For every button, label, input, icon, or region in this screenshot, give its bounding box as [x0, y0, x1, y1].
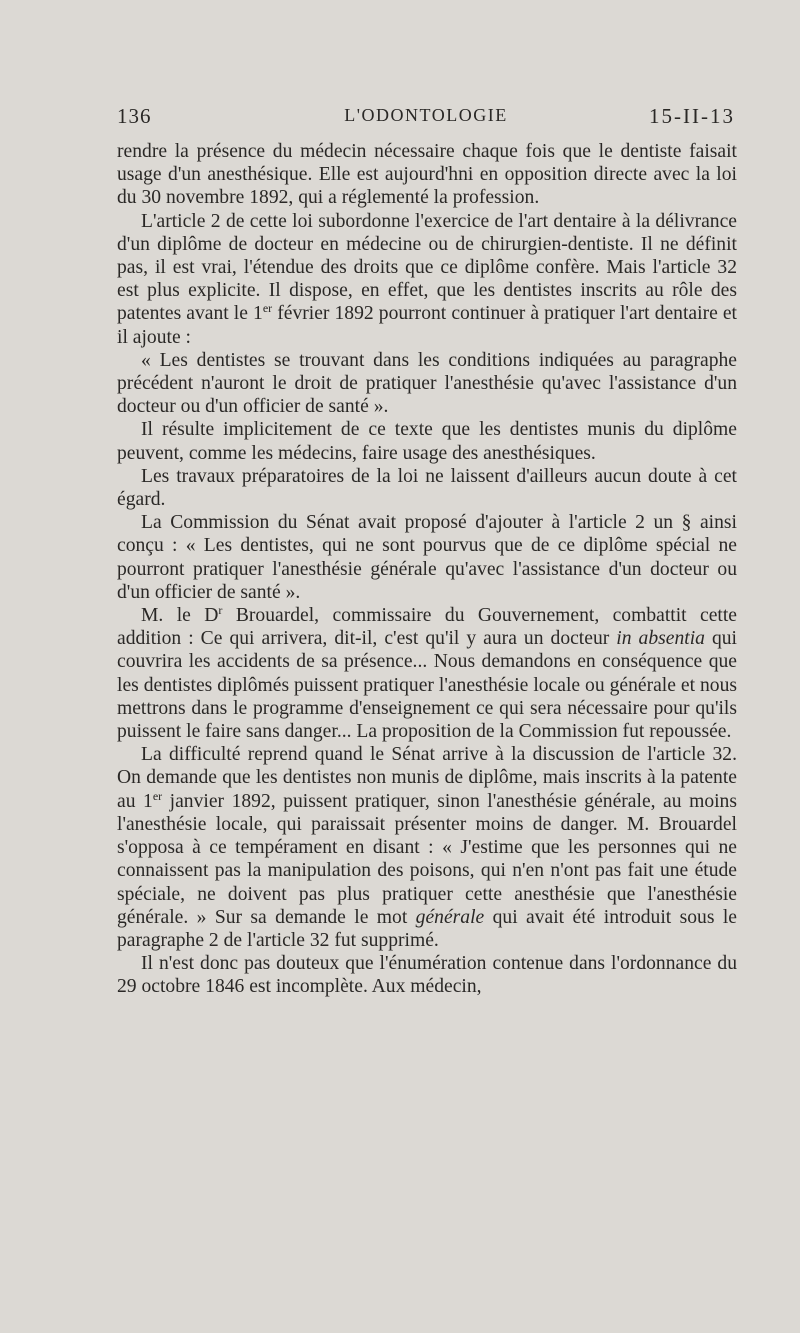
paragraph-8: La difficulté reprend quand le Sénat arrive à la discussion de l'article 32. On demande que les dentistes non munis de diplôme, mais inscrits à la patente au 1er janvier 1892, puissent pratiquer, sinon l'anesthésie générale, au moins l'anesthésie locale, qui paraissait présenter moins de danger. M. Brouardel s'opposa à ce tempérament en disant : « J'estime que les personnes qui ne connaissent pas la manipulation des poisons, qui n'en n'ont pas fait une étude spéciale, ne doivent pas plus pratiquer cette anesthésie que l'anesthésie générale. » Sur sa demande le mot générale qui avait été introduit sous le paragraphe 2 de l'article 32 fut supprimé.: [117, 744, 737, 951]
superscript-r: r: [218, 603, 223, 618]
page-body: [117, 140, 737, 999]
paragraph-9: Il n'est donc pas douteux que l'énumération contenue dans l'ordonnance du 29 octobre 1846 est incomplète. Aux médecin,: [117, 953, 737, 998]
paragraph-1: rendre la présence du médecin nécessaire chaque fois que le dentiste faisait usage d'un anesthésique. Elle est aujourd'hni en opposition directe avec la loi du 30 novembre 1892, qui a réglementé la profession.: [117, 141, 737, 209]
running-header: [117, 104, 735, 134]
paragraph-2: L'article 2 de cette loi subordonne l'exercice de l'art dentaire à la délivrance d'un diplôme de docteur en médecine ou de chirurgien-dentiste. Il ne définit pas, il est vrai, l'étendue des droits que ce diplôme confère. Mais l'article 32 est plus explicite. Il dispose, en effet, que les dentistes inscrits au rôle des patentes avant le 1er février 1892 pourront continuer à pratiquer l'art dentaire et il ajoute :: [117, 210, 738, 348]
italic-latin-phrase: in absentia: [616, 628, 705, 650]
superscript-er: er: [152, 788, 163, 803]
paragraph-6: La Commission du Sénat avait proposé d'ajouter à l'article 2 un § ainsi conçu : « Les dentistes, qui ne sont pourvus que de ce diplôme spécial ne pourront pratiquer l'anesthésie générale qu'avec l'assistance d'un docteur ou d'un officier de santé ».: [117, 512, 737, 603]
paragraph-7: M. le $D^r$ Brouardel, commissaire du Gouvernement, combattit cette addition : Ce qui arrivera, dit-il, c'est qu'il y aura un docteur in absentia qui couvrira les accidents de sa présence... Nous demandons en conséquence que les dentistes diplômés puissent pratiquer l'anesthésie locale ou générale et nous mettrons dans le programme d'enseignement ce qui sera nécessaire pour qu'ils puissent le faire sans danger... La proposition de la Commission fut repoussée.: [117, 603, 738, 743]
superscript-er: er: [262, 301, 273, 316]
paragraph-4: Il résulte implicitement de ce texte que les dentistes munis du diplôme peuvent, comme les médecins, faire usage des anesthésiques.: [117, 419, 737, 464]
page-number: 136: [117, 104, 152, 128]
paragraph-5: Les travaux préparatoires de la loi ne laissent d'ailleurs aucun doute à cet égard.: [117, 465, 737, 511]
journal-title: L'ODONTOLOGIE: [344, 105, 508, 125]
paragraph-3: « Les dentistes se trouvant dans les conditions indiquées au paragraphe précédent n'auront le droit de pratiquer l'anesthésie qu'avec l'assistance d'un docteur ou d'un officier de santé ».: [117, 349, 737, 418]
italic-word: générale: [415, 906, 485, 928]
issue-date: 15-II-13: [649, 104, 735, 128]
